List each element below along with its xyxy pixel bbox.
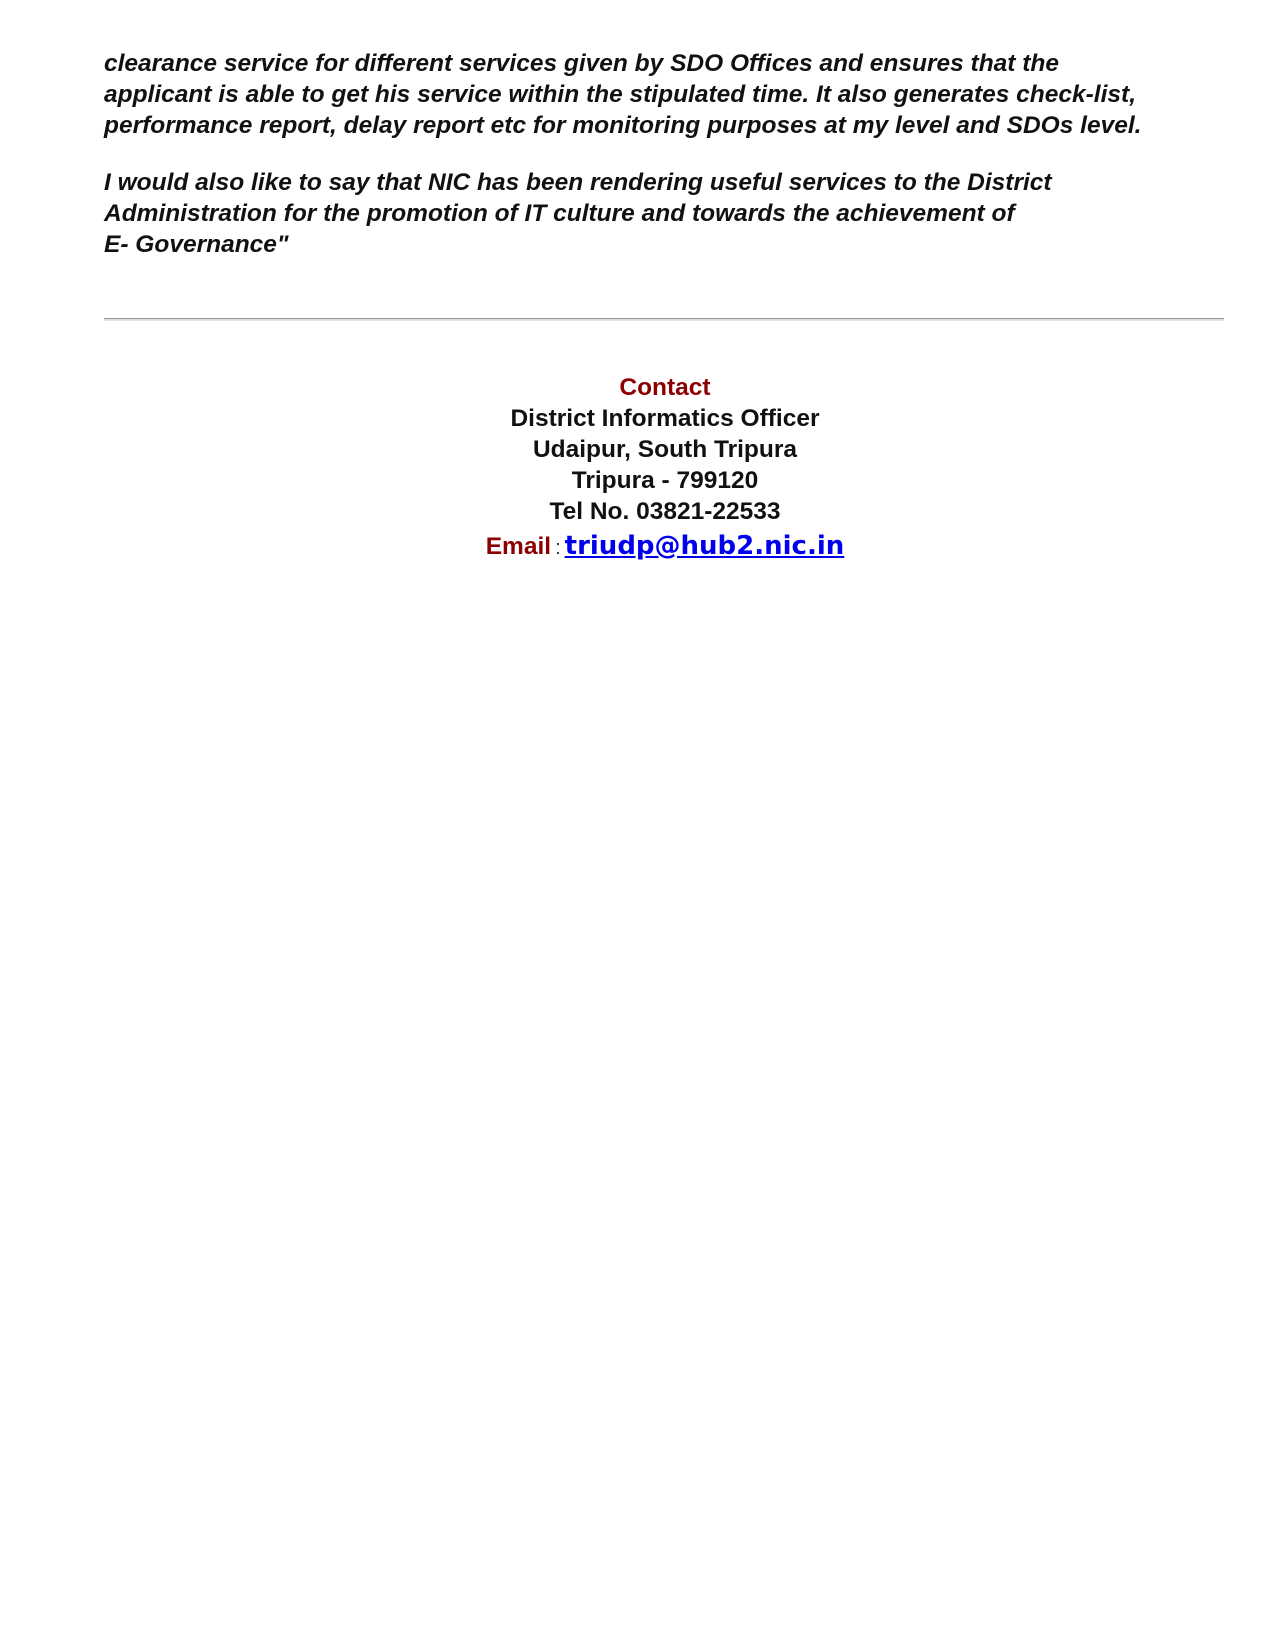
email-row [0, 529, 1275, 567]
text-line: clearance service for different services given by SDO Offices and ensures that the [104, 50, 1059, 77]
document-body [104, 48, 1224, 260]
contact-office: District Informatics Officer [510, 405, 820, 432]
text-line: E- Governance" [104, 231, 289, 258]
paragraph-clearance-service [104, 48, 1224, 141]
contact-location: Udaipur, South Tripura [532, 436, 798, 463]
email-link[interactable]: triudp@hub2.nic.in [564, 531, 845, 561]
contact-state-pin: Tripura - 799120 [571, 467, 759, 494]
text-line: Administration for the promotion of IT culture and towards the achievement of [104, 200, 1015, 227]
email-label: Email [485, 533, 552, 560]
email-separator: : [555, 537, 561, 559]
paragraph-nic-services [104, 167, 1224, 260]
text-line: applicant is able to get his service within the stipulated time. It also generates check-list, [104, 81, 1137, 108]
contact-telephone: Tel No. 03821-22533 [549, 498, 781, 525]
contact-heading: Contact [619, 374, 711, 401]
text-line: I would also like to say that NIC has been rendering useful services to the District [104, 169, 1052, 196]
contact-block [0, 372, 1275, 567]
horizontal-divider [104, 318, 1224, 321]
text-line: performance report, delay report etc for monitoring purposes at my level and SDOs level. [104, 112, 1142, 139]
